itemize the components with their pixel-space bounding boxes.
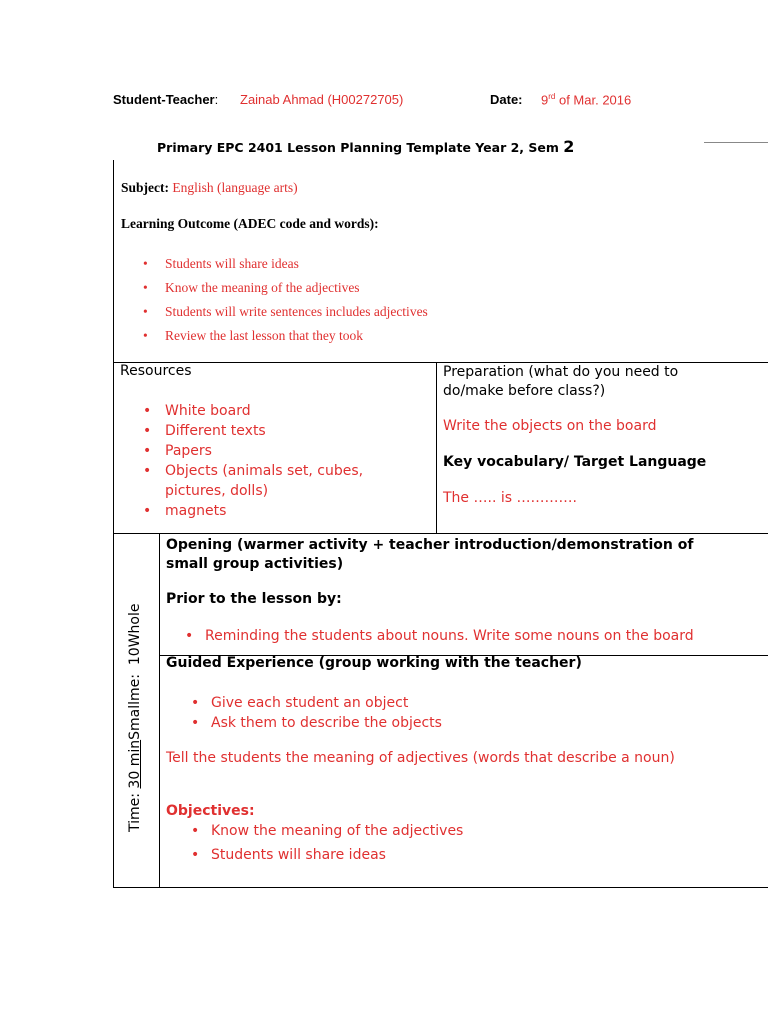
time-whole: Whole [127,603,143,648]
time-me: me: [127,674,143,701]
list-item-text: Know the meaning of the adjectives [211,823,464,839]
list-item [185,628,694,644]
guided-list [191,693,442,733]
list-item-text: Review the last lesson that they took [165,328,363,343]
list-item [191,823,464,847]
table-left-border [113,160,114,888]
time-ten: 10 [127,647,143,666]
list-item-text: Students will write sentences includes adjectives [165,304,428,319]
date-label-text: Date: [490,92,523,107]
bullet-icon: • [143,280,148,295]
list-item-text: White board [165,403,251,419]
opening-label-line2: small group activities) [166,556,344,572]
key-vocabulary-value: The ….. is …………. [443,490,577,506]
opening-label-line1: Opening (warmer activity + teacher introduction/demonstration of [166,537,694,553]
bullet-icon: • [191,695,200,711]
list-item [191,847,463,871]
date-day: 9 [541,92,549,108]
bullet-icon: • [191,847,200,863]
objectives-list [191,823,464,871]
bullet-icon: • [143,503,152,519]
student-teacher-label-group [113,92,218,107]
opening-list [185,628,694,644]
preparation-value: Write the objects on the board [443,418,657,434]
list-item-text: Different texts [165,423,266,439]
subject-line [121,180,298,196]
list-item [143,461,364,481]
bullet-icon: • [185,628,194,644]
list-item [143,441,363,461]
table-bottom-border [113,887,768,888]
page-title [157,137,574,156]
guided-experience-label: Guided Experience (group working with the teacher) [166,655,582,671]
list-item [143,328,428,352]
time-prefix: Time: [127,793,143,832]
time-minutes: 30 min [127,739,143,789]
student-teacher-label: Student-Teacher [113,92,215,107]
key-vocabulary-label: Key vocabulary/ Target Language [443,454,707,470]
prior-lesson-label: Prior to the lesson by: [166,591,342,607]
resources-list [143,401,364,521]
student-teacher-colon: : [214,92,219,107]
list-item [191,713,442,733]
list-item [143,304,428,328]
date-rest: of Mar. 2016 [555,92,632,108]
preparation-label [443,363,678,401]
subject-value: English (language arts) [172,180,298,195]
bullet-icon: • [143,443,152,459]
student-name: Zainab Ahmad (H00272705) [240,92,404,107]
time-small: Small [127,701,143,740]
resources-label: Resources [120,363,192,379]
list-item-text: Papers [165,443,212,459]
time-column-divider [159,533,160,888]
date-suffix: rd [548,92,556,101]
list-item [143,421,363,441]
objectives-label: Objectives: [166,803,255,819]
adjective-explanation: Tell the students the meaning of adjectives (words that describe a noun) [166,750,675,766]
list-item [143,501,363,521]
bullet-icon: • [143,463,152,479]
bullet-icon: • [143,423,152,439]
preparation-label-line1: Preparation (what do you need to [443,364,679,380]
list-item-text: pictures, dolls) [165,483,269,499]
bullet-icon: • [191,823,200,839]
date-value [541,92,631,107]
learning-outcome-label: Learning Outcome (ADEC code and words): [121,216,379,231]
list-item-text: Reminding the students about nouns. Write some nouns on the board [205,628,694,644]
bullet-icon: • [143,256,148,271]
bullet-icon: • [143,328,148,343]
date-label [490,92,523,107]
opening-label [166,536,693,574]
resources-column-divider [436,362,437,533]
list-item-text: magnets [165,503,227,519]
list-item [191,693,442,713]
row-divider-opening [113,533,768,534]
time-column-text [127,604,143,833]
list-item-text: Ask them to describe the objects [211,715,442,731]
list-item-text: Know the meaning of the adjectives [165,280,360,295]
learning-outcome-list [143,256,428,352]
preparation-label-line2: do/make before class?) [443,383,606,399]
list-item [143,256,428,280]
bullet-icon: • [143,304,148,319]
list-item-continuation [165,481,363,501]
page-title-text: Primary EPC 2401 Lesson Planning Template Year 2, Sem [157,140,564,155]
bullet-icon: • [191,715,200,731]
page-title-sem: 2 [563,137,575,156]
list-item [143,280,428,304]
list-item [143,401,363,421]
list-item-text: Students will share ideas [165,256,299,271]
bullet-icon: • [143,403,152,419]
list-item-text: Give each student an object [211,695,409,711]
list-item-text: Students will share ideas [211,847,386,863]
title-rule [704,142,768,143]
subject-label: Subject: [121,180,169,195]
list-item-text: Objects (animals set, cubes, [165,463,364,479]
